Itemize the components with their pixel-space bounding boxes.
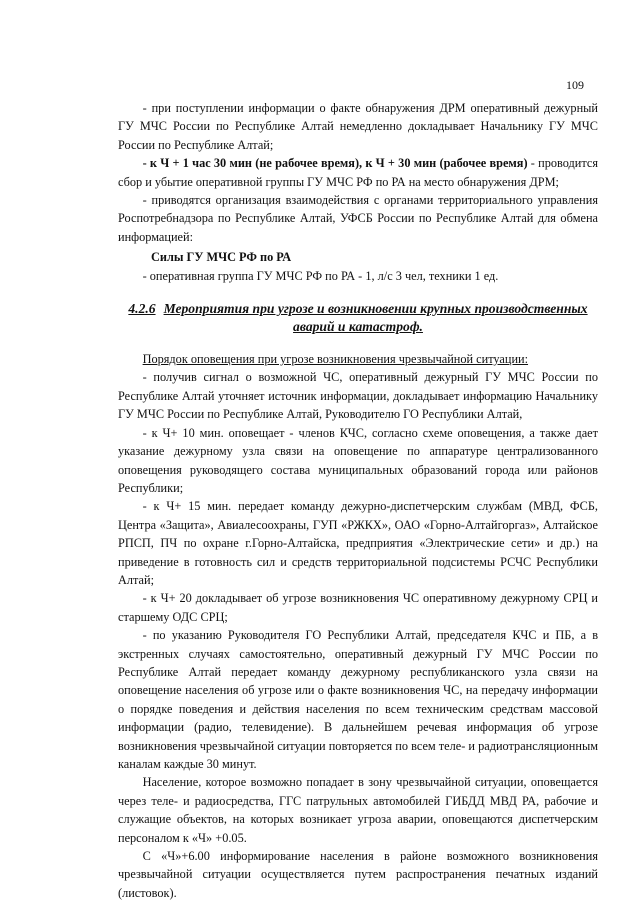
paragraph-step-4: - к Ч+ 20 докладывает об угрозе возникновения ЧС оперативному дежурному СРЦ и старшему ОДС СРЦ; [118, 591, 598, 624]
section-number: 4.2.6 [128, 301, 156, 317]
deadline-bold-text: - к Ч + 1 час 30 мин (не рабочее время), к Ч + 30 мин (рабочее время) [142, 156, 528, 171]
notification-lead [118, 350, 598, 368]
paragraph-cooperation: - приводятся организация взаимодействия с органами территориального управления Роспотребнадзора по Республике Алтай, УФСБ России по Республике Алтай для обмена информацией: [118, 193, 598, 244]
paragraph-step-2: - к Ч+ 10 мин. оповещает - членов КЧС, согласно схеме оповещения, а также дает указание дежурному узла связи на оповещение по аппаратуре централизованного оповещения руководящего состава муниципальных образований города или районов Республики; [118, 425, 598, 495]
paragraph-drm-report: - при поступлении информации о факте обнаружения ДРМ оперативный дежурный ГУ МЧС России по Республике Алтай немедленно докладывает Начальнику ГУ МЧС России по Республике Алтай; [118, 101, 598, 152]
section-heading [118, 300, 598, 336]
paragraph-step-3: - к Ч+ 15 мин. передает команду дежурно-диспетчерским службам (МВД, ФСБ, Центра «Защита», Авиалесоохраны, ГУП «РЖКХ», ОАО «Горно-Алтайгоргаз», Алтайское РПСП, ПЧ по охране г.Горно-Алтайска, предприятия «Электрические сети» и др.) на приведение в готовность сил и средств территориальной подсистемы РСЧС Республики Алтай; [118, 499, 598, 587]
paragraph-leaflets: С «Ч»+6.00 информирование населения в районе возможного возникновения чрезвычайной ситуации осуществляется путем распространения печатных изданий (листовок). [118, 849, 598, 900]
section-title: Мероприятия при угрозе и возникновении крупных производственных аварий и катастроф. [163, 301, 588, 335]
paragraph-step-1: - получив сигнал о возможной ЧС, оперативный дежурный ГУ МЧС России по Республике Алтай уточняет источник информации, докладывает информацию Начальнику ГУ МЧС России по Республике Алтай, Руководителю ГО Республики Алтай, [118, 370, 598, 422]
notification-lead-text: Порядок оповещения при угрозе возникновения чрезвычайной ситуации: [142, 352, 529, 367]
forces-title: Силы ГУ МЧС РФ по РА [151, 250, 292, 265]
page-number: 109 [566, 78, 584, 92]
paragraph-text: - проводится сбор и убытие оперативной группы ГУ МЧС РФ по РА на место обнаружения ДРМ; [118, 156, 598, 189]
document-body [118, 99, 598, 902]
forces-item: - оперативная группа ГУ МЧС РФ по РА - 1, л/с 3 чел, техники 1 ед. [142, 268, 499, 283]
paragraph-population: Население, которое возможно попадает в зону чрезвычайной ситуации, оповещается через теле- и радиосредства, ГГС патрульных автомобилей ГИБДД МВД РА, рабочие и служащие объектов, на которых возникает угроза аварии, оповещаются диспетчерским персоналом к «Ч» +0.05. [118, 775, 598, 845]
paragraph-step-5: - по указанию Руководителя ГО Республики Алтай, председателя КЧС и ПБ, а в экстренных случаях самостоятельно, оперативный дежурный ГУ МЧС России по Республике Алтай передает команду дежурному республиканского узла связи на оповещение населения об угрозе или о факте возникновения ЧС, на передачу информации о порядке поведения и действия населения по всем техническим средствам массовой информации (радио, телевидение). В дальнейшем речевая информация об угрозе возникновения чрезвычайной ситуации повторяется по всем теле- и радиотрансляционным каналам каждые 30 минут. [118, 628, 598, 771]
paragraph-operational-group [118, 154, 598, 191]
